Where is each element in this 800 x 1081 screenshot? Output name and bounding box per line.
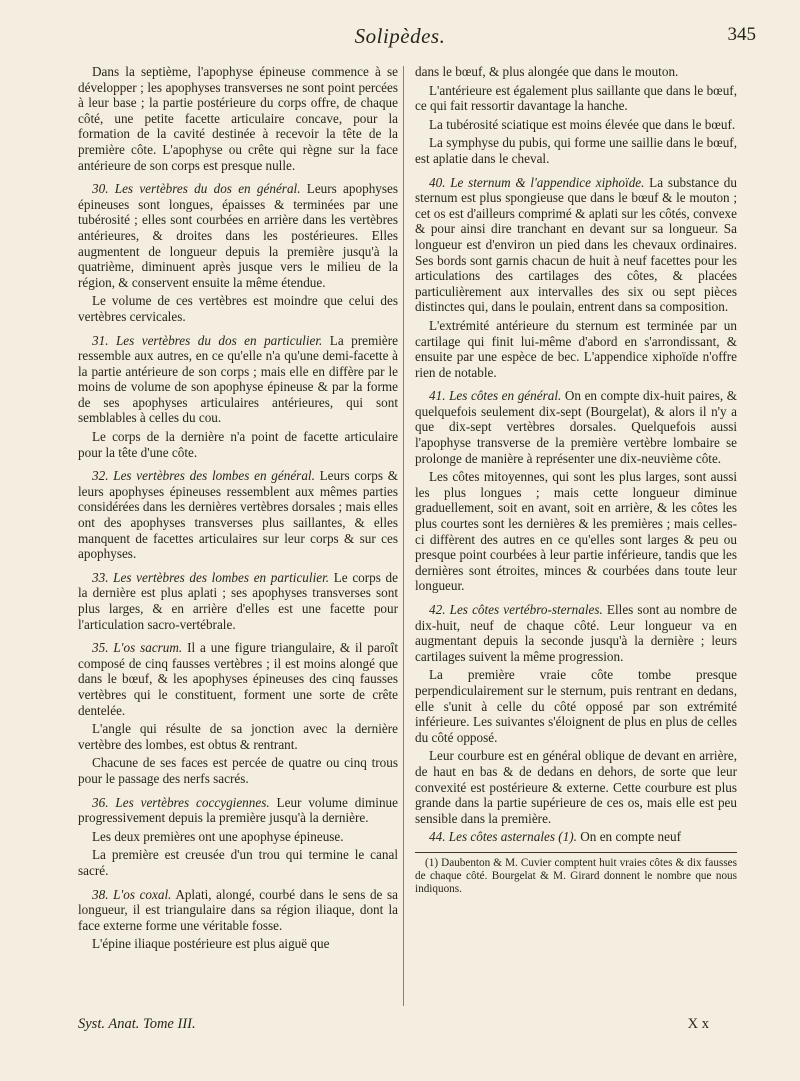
paragraph — [78, 181, 398, 290]
paragraph-text: L'extrémité antérieure du sternum est terminée par un cartilage qui finit lui-même d'abord en s'arrondissant, & ensuite par une espèce de bec. L'appendice xiphoïde n'offre rien de notable. — [415, 317, 737, 380]
page-footer — [78, 1016, 737, 1036]
left-column — [78, 64, 398, 955]
paragraph-heading: 40. Le sternum & l'appendice xiphoïde. — [429, 174, 645, 190]
paragraph — [415, 117, 737, 133]
page-number: 345 — [727, 24, 756, 45]
paragraph-text: La tubérosité sciatique est moins élevée que dans le bœuf. — [429, 116, 736, 132]
paragraph-text: La première ressemble aux autres, en ce qu'elle n'a qu'une demi-facette à la partie antérieure de son corps ; mais elle en diffère par le moins de volume de son apophyse épineuse & par la forme de ses apophyses articulaires antérieures, qui sont semblables à celles du cou. — [78, 332, 398, 426]
paragraph-text: L'antérieure est également plus saillante que dans le bœuf, ce qui fait ressortir davantage la hanche. — [415, 82, 737, 114]
paragraph-text: On en compte neuf — [576, 829, 681, 845]
paragraph-text: Le volume de ces vertèbres est moindre que celui des vertèbres cervicales. — [78, 293, 398, 324]
paragraph-text: Les deux premières ont une apophyse épineuse. — [92, 828, 344, 844]
paragraph — [415, 175, 737, 315]
paragraph-text: Le corps de la dernière n'a point de facette articulaire pour la tête d'une côte. — [78, 429, 398, 460]
paragraph-text: Il a une figure triangulaire, & il paroît composé de cinq fausses vertèbres ; il est moins alongé que dans le bœuf, & les apophyses épineuses des cinq fausses vertèbres qui le constituent, forment une sorte de crête dentelée. — [78, 640, 398, 718]
paragraph — [415, 135, 737, 166]
paragraph — [78, 293, 398, 324]
paragraph-text: La substance du sternum est plus spongieuse que dans le bœuf & le mouton ; cet os est d'ailleurs comprimé & aplati sur les côtés, convexe & pour ainsi dire tranchant en devant sur sa longueur. Sa longueur est d'environ un pied dans les chevaux ordinaires. Ses bords sont garnis chacun de huit à neuf facettes pour les articulations des cartilages des côtes, & placées particulièrement aux intervalles des six ou sept pièces distinctes qui, dans le poulain, entrent dans sa composition. — [415, 174, 737, 315]
paragraph-heading: 44. Les côtes asternales (1). — [429, 829, 577, 845]
paragraph-heading: 35. L'os sacrum. — [92, 640, 183, 656]
paragraph — [415, 667, 737, 745]
paragraph — [78, 887, 398, 934]
paragraph — [415, 469, 737, 594]
paragraph — [78, 64, 398, 173]
paragraph-heading: 42. Les côtes vertébro-sternales. — [429, 602, 603, 617]
running-title: Solipèdes. — [354, 24, 446, 48]
paragraph — [78, 333, 398, 427]
paragraph — [78, 795, 398, 826]
paragraph — [78, 721, 398, 752]
paragraph-text: La symphyse du pubis, qui forme une saillie dans le bœuf, est aplatie dans le cheval. — [415, 135, 737, 166]
paragraph — [78, 570, 398, 632]
paragraph-text: Elles sont au nombre de dix-huit, neuf de chaque côté. Leur longueur va en augmentant depuis la seconde jusqu'à la dernière ; leurs cartilages suivent la même progression. — [415, 602, 737, 664]
paragraph-text: Les côtes mitoyennes, qui sont les plus larges, sont aussi les plus longues ; mais cette longueur diminue graduellement, soit en avant, soit en arrière, & les côtes les plus courtes sont les dernières & les premières ; mais celles-ci diffèrent des autres en ce qu'elles sont larges & peu ou presque point courbées à leur partie inférieure, tandis que les dernières sont étroites, minces & courbées dans toute leur longueur. — [415, 469, 737, 594]
paragraph-text: Dans la septième, l'apophyse épineuse commence à se développer ; les apophyses transverses ne sont point percées à leur base ; la partie postérieure du corps offre, de chaque côté, une petite facette articulaire concave, pour la formation de la cavité destinée à recevoir la tête de la première côte. L'apophyse ou crête qui règne sur la face antérieure de son corps est presque nulle. — [78, 64, 398, 173]
paragraph-text: Chacune de ses faces est percée de quatre ou cinq trous pour le passage des nerfs sacrés. — [78, 755, 398, 786]
paragraph — [78, 847, 398, 878]
paragraph-heading: 38. L'os coxal. — [92, 886, 172, 902]
paragraph — [78, 640, 398, 718]
paragraph — [78, 468, 398, 562]
paragraph — [415, 64, 737, 80]
paragraph-text: La première vraie côte tombe presque perpendiculairement sur le sternum, puis rentrant en dedans, elle s'unit à celle du côté opposé par son extrémité inférieure. Les suivantes s'éloignent de plus en plus de celles du côté opposé. — [415, 667, 737, 745]
paragraph-text: L'angle qui résulte de sa jonction avec la dernière vertèbre des lombes, est obtus & rentrant. — [78, 721, 398, 752]
paragraph — [415, 829, 737, 845]
paragraph-text: Leurs corps & leurs apophyses épineuses ressemblent aux mêmes parties considérées dans les dernières vertèbres dorsales ; mais elles ont des apophyses transverses plus saillantes, & elles manquent de facettes articulaires sur leur corps & sur ces apophyses. — [78, 468, 398, 562]
paragraph — [415, 602, 737, 664]
column-divider — [403, 66, 404, 1006]
paragraph-heading: 31. Les vertèbres du dos en particulier. — [92, 332, 323, 348]
paragraph-text: Aplati, alongé, courbé dans le sens de sa longueur, il est triangulaire dans sa région iliaque, dont la face externe forme une véritable fosse. — [78, 886, 398, 933]
paragraph-text: Leur volume diminue progressivement depuis la première jusqu'à la dernière. — [78, 794, 399, 826]
page-header — [0, 22, 800, 56]
paragraph-text: L'épine iliaque postérieure est plus aiguë que — [92, 936, 330, 952]
paragraph — [78, 429, 398, 460]
paragraph-heading: 33. Les vertèbres des lombes en particulier. — [92, 569, 330, 585]
paragraph-text: La première est creusée d'un trou qui termine le canal sacré. — [78, 847, 398, 878]
paragraph — [415, 83, 737, 114]
paragraph-heading: 36. Les vertèbres coccygiennes. — [92, 794, 270, 810]
paragraph — [415, 748, 737, 826]
footnote: (1) Daubenton & M. Cuvier comptent huit vraies côtes & dix fausses de chaque côté. Bourgelat & M. Girard donnent le nombre que nous indiquons. — [415, 856, 737, 895]
paragraph-heading: 32. Les vertèbres des lombes en général. — [92, 468, 315, 484]
paragraph-text: dans le bœuf, & plus alongée que dans le mouton. — [415, 64, 679, 79]
paragraph-text: On en compte dix-huit paires, & quelquefois seulement dix-sept (Bourgelat), & alors il n'y a que dix-sept vertèbres dorsales. Quelquefois aussi l'apophyse transverse de la première vertèbre lombaire se prolonge de manière à représenter une dix-neuvième côte. — [415, 388, 737, 466]
paragraph-heading: 30. Les vertèbres du dos en général. — [92, 181, 301, 197]
paragraph — [78, 755, 398, 786]
footnote-rule — [415, 852, 737, 853]
paragraph — [415, 388, 737, 466]
sheet-mark: X x — [687, 1016, 709, 1032]
signature-line: Syst. Anat. Tome III. — [78, 1016, 196, 1032]
paragraph — [415, 318, 737, 380]
paragraph-heading: 41. Les côtes en général. — [429, 388, 562, 404]
right-column — [415, 64, 737, 896]
paragraph — [78, 829, 398, 845]
paragraph-text: Leurs apophyses épineuses sont longues, épaisses & terminées par une tubérosité ; elles sont courbées en arrière dans les vertèbres antérieures, & droites dans les postérieures. Elles augmentent de longueur depuis la première jusqu'à la quatrième, diminuent après jusque vers le milieu de la région, & conservent ensuite la même étendue. — [78, 181, 398, 290]
paragraph-text: Le corps de la dernière est plus aplati ; ses apophyses transverses sont plus larges, & en arrière d'elles est une facette pour l'articulation sacro-vertébrale. — [78, 569, 399, 632]
paragraph — [78, 936, 398, 952]
paragraph-text: Leur courbure est en général oblique de devant en arrière, de haut en bas & de dedans en dehors, de sorte que leur convexité est postérieure & externe. Cette courbure est plus grande dans la partie supérieure de ces os, mais elle est peu sensible dans la première. — [415, 748, 737, 826]
